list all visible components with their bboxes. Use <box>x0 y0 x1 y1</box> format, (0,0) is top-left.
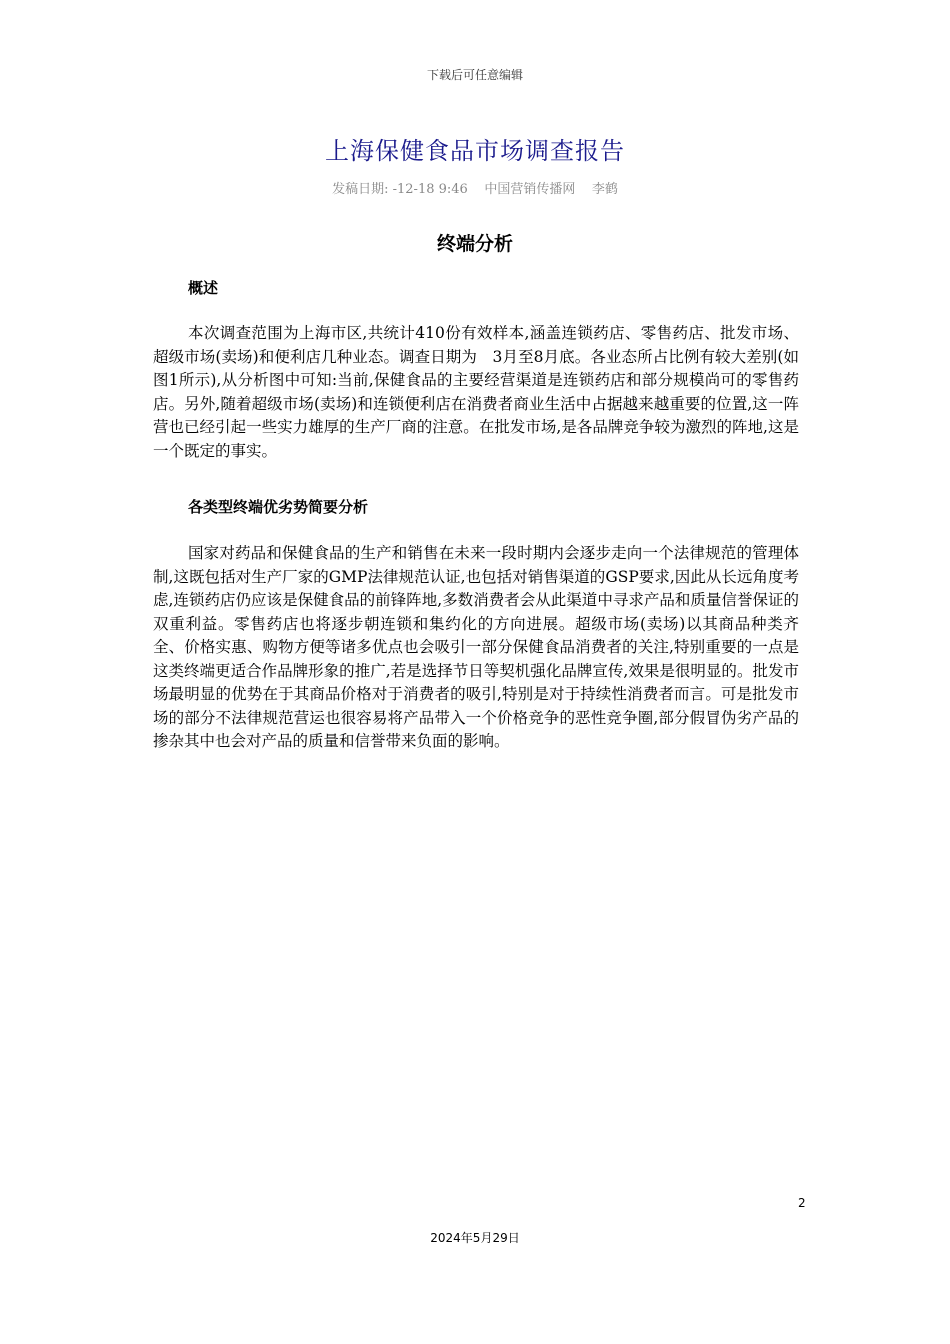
subsection-heading-overview: 概述 <box>188 279 219 297</box>
subsection-heading-terminal-analysis: 各类型终端优劣势简要分析 <box>188 498 369 516</box>
byline: 发稿日期: -12-18 9:46 中国营销传播网 李鹤 <box>332 182 618 197</box>
footer-date: 2024年5月29日 <box>430 1231 520 1245</box>
header-note: 下载后可任意编辑 <box>426 68 523 82</box>
paragraph-overview: 本次调查范围为上海市区,共统计410份有效样本,涵盖连锁药店、零售药店、批发市场、超级市场(卖场)和便利店几种业态。调查日期为 3月至8月底。各业态所占比例有较大差别(如图1所示),从分析图中可知:当前,保健食品的主要经营渠道是连锁药店和部分规模尚可的零售药店。另外,随着超级市场(卖场)和连锁便利店在消费者商业生活中占据越来越重要的位置,这一阵营也已经引起一些实力雄厚的生产厂商的注意。在批发市场,是各品牌竞争较为激烈的阵地,这是一个既定的事实。 <box>153 324 799 460</box>
page-number: 2 <box>798 1196 806 1210</box>
paragraph-terminal-analysis: 国家对药品和保健食品的生产和销售在未来一段时期内会逐步走向一个法律规范的管理体制,这既包括对生产厂家的GMP法律规范认证,也包括对销售渠道的GSP要求,因此从长远角度考虑,连锁药店仍应该是保健食品的前锋阵地,多数消费者会从此渠道中寻求产品和质量信誉保证的双重利益。零售药店也将逐步朝连锁和集约化的方向进展。超级市场(卖场)以其商品种类齐全、价格实惠、购物方便等诸多优点也会吸引一部分保健食品消费者的关注,特别重要的一点是这类终端更适合作品牌形象的推广,若是选择节日等契机强化品牌宣传,效果是很明显的。批发市场最明显的优势在于其商品价格对于消费者的吸引,特别是对于持续性消费者而言。可是批发市场的部分不法律规范营运也很容易将产品带入一个价格竞争的恶性竞争圈,部分假冒伪劣产品的掺杂其中也会对产品的质量和信誉带来负面的影响。 <box>153 544 799 750</box>
document-title: 上海保健食品市场调查报告 <box>325 137 625 165</box>
section-heading: 终端分析 <box>436 233 513 255</box>
